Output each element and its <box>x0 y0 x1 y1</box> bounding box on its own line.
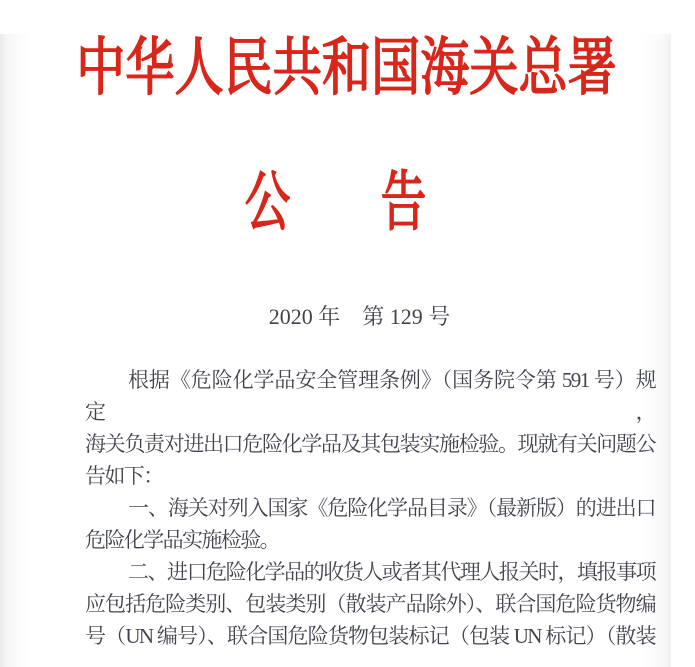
body-line: 二、进口危险化学品的收货人或者其代理人报关时，填报事项 <box>128 560 655 584</box>
body-line: 海关负责对进出口危险化学品及其包装实施检验。现就有关问题公 <box>85 432 655 456</box>
doc-number: 2020 年 第 129 号 <box>268 304 451 329</box>
announcement-document-page <box>0 34 671 667</box>
body-line: 根据《危险化学品安全管理条例》（国务院令第 591 号）规定， <box>85 368 655 424</box>
agency-title-text: 中华人民共和国海关总署 <box>76 33 617 103</box>
announcement-title-char: 公 <box>244 167 291 239</box>
announcement-title <box>0 167 671 239</box>
body-line: 告如下： <box>85 464 163 488</box>
body-paragraph <box>85 556 655 652</box>
body-line: 应包括危险类别、包装类别（散装产品除外）、联合国危险货物编 <box>85 592 655 616</box>
announcement-title-char: 告 <box>380 167 427 239</box>
body-paragraph <box>85 492 655 556</box>
agency-title <box>0 34 671 103</box>
body-line: 一、海关对列入国家《危险化学品目录》（最新版）的进出口 <box>128 496 655 520</box>
body-line: 危险化学品实施检验。 <box>85 528 279 552</box>
body-line: 号（UN 编号）、联合国危险货物包装标记（包装 UN 标记）（散装 <box>85 624 655 648</box>
document-body <box>0 364 671 652</box>
body-paragraph <box>85 364 655 492</box>
